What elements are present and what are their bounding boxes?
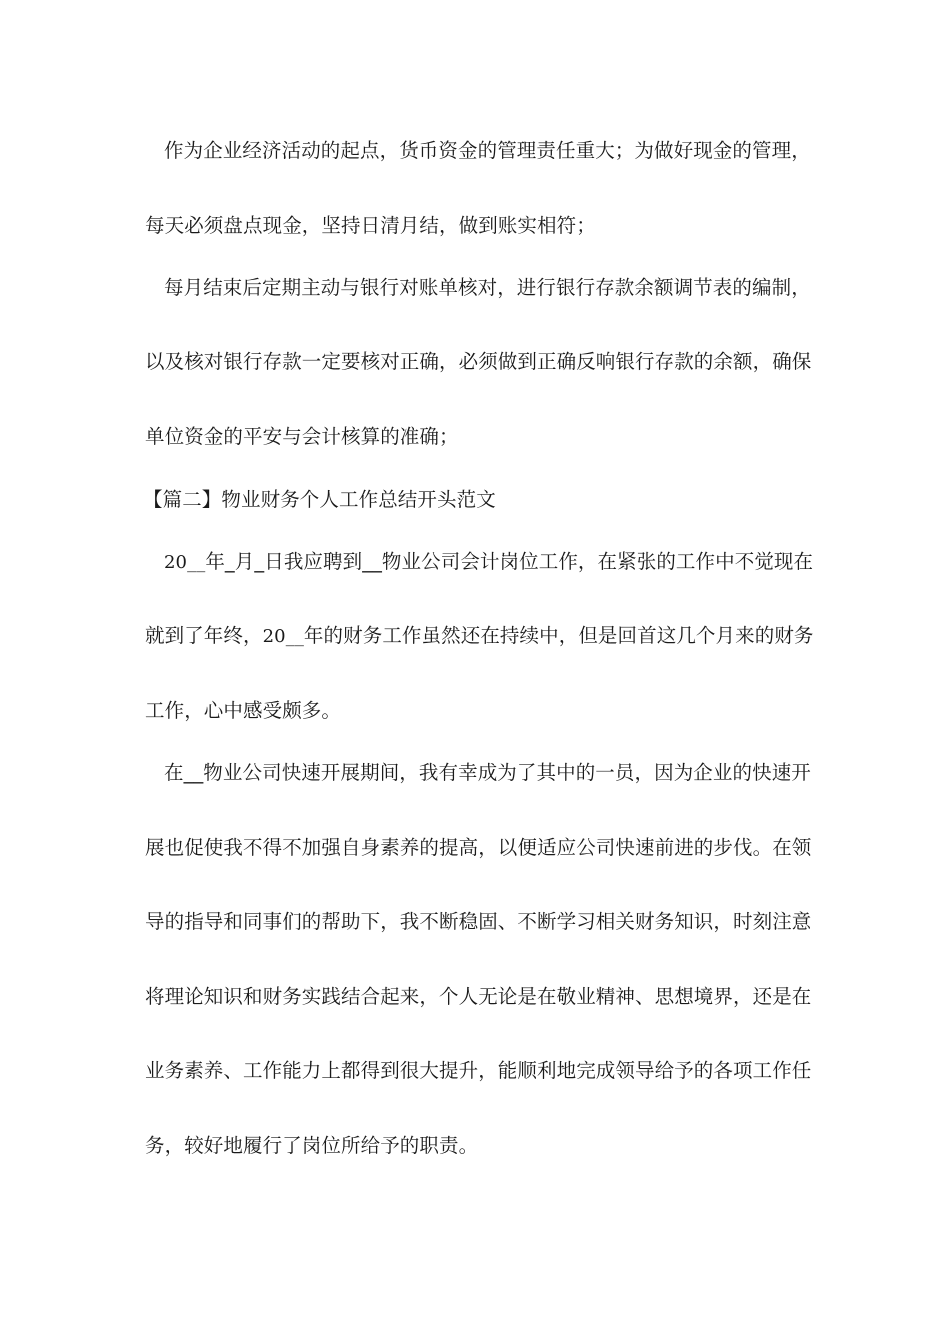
paragraph-4-line-5: 业务素养、工作能力上都得到很大提升，能顺利地完成领导给予的各项工作任	[145, 1059, 812, 1082]
year-placeholder: 20__	[164, 552, 206, 573]
paragraph-4-line-6: 务，较好地履行了岗位所给予的职责。	[145, 1134, 479, 1157]
paragraph-3-line-2-pre: 就到了年终，	[145, 624, 263, 647]
paragraph-3-line-2-text: 年的财务工作虽然还在持续中，但是回首这几个月来的财务	[303, 624, 814, 647]
paragraph-2-line-3: 单位资金的平安与会计核算的准确；	[145, 425, 459, 448]
paragraph-2-line-1: 每月结束后定期主动与银行对账单核对，进行银行存款余额调节表的编制，	[164, 276, 811, 299]
year-placeholder: 20__	[262, 626, 304, 647]
paragraph-4-line-3: 导的指导和同事们的帮助下，我不断稳固、不断学习相关财务知识，时刻注意	[145, 910, 812, 933]
paragraph-3-line-2	[145, 622, 814, 651]
paragraph-1-line-1: 作为企业经济活动的起点，货币资金的管理责任重大；为做好现金的管理，	[164, 139, 811, 162]
paragraph-3-line-1-text: 年_月_日我应聘到__物业公司会计岗位工作，在紧张的工作中不觉现在	[205, 550, 814, 573]
paragraph-4-line-4: 将理论知识和财务实践结合起来，个人无论是在敬业精神、思想境界，还是在	[145, 985, 812, 1008]
paragraph-4-line-2: 展也促使我不得不加强自身素养的提高，以便适应公司快速前进的步伐。在领	[145, 836, 812, 859]
paragraph-3-line-1	[164, 548, 814, 577]
paragraph-4-line-1: 在__物业公司快速开展期间，我有幸成为了其中的一员，因为企业的快速开	[164, 761, 811, 784]
section-heading: 【篇二】物业财务个人工作总结开头范文	[143, 488, 496, 511]
paragraph-2-line-2: 以及核对银行存款一定要核对正确，必须做到正确反响银行存款的余额，确保	[145, 350, 812, 373]
paragraph-1-line-2: 每天必须盘点现金，坚持日清月结，做到账实相符；	[145, 214, 596, 237]
paragraph-3-line-3: 工作，心中感受颇多。	[145, 699, 342, 722]
